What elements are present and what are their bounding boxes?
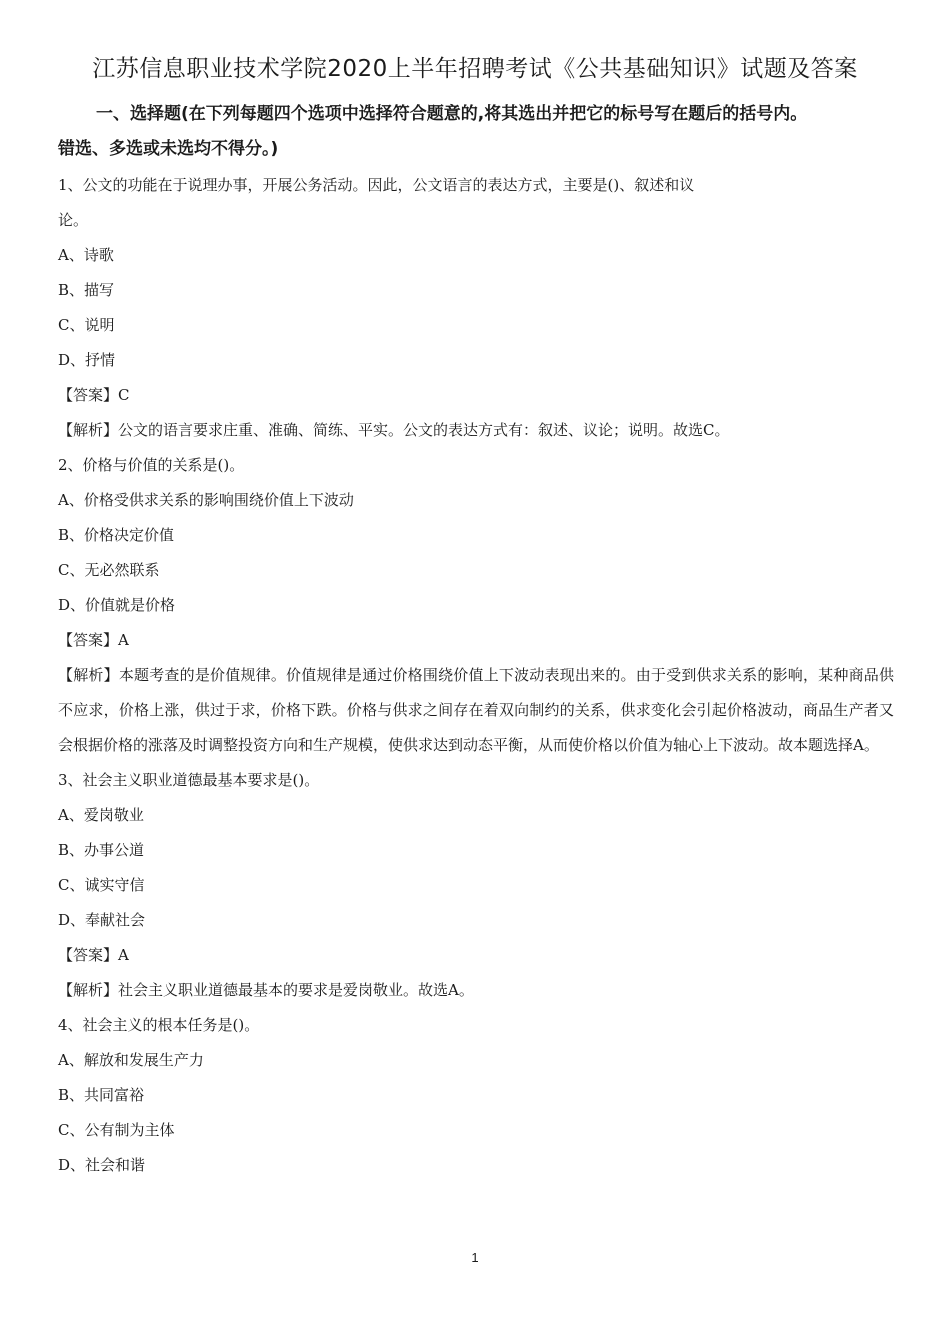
analysis: 【解析】本题考查的是价值规律。价值规律是通过价格围绕价值上下波动表现出来的。由于受到供求关系的影响，某种商品供不应求，价格上涨，供过于求，价格下跌。价格与供求之间存在着双向制约的关系，供求变化会引起价格波动，商品生产者又会根据价格的涨落及时调整投资方向和生产规模，使供求达到动态平衡，从而使价格以价值为轴心上下波动。故本题选择A。 <box>58 666 894 754</box>
question-stem: 4、社会主义的根本任务是()。 <box>58 1016 260 1034</box>
page-number: 1 <box>471 1250 479 1265</box>
section-heading-line-2: 错选、多选或未选均不得分。) <box>58 139 279 159</box>
answer: 【答案】A <box>58 631 129 649</box>
question-stem: 2、价格与价值的关系是()。 <box>58 456 245 474</box>
question-4 <box>58 1008 894 1183</box>
option-a: A、解放和发展生产力 <box>58 1051 204 1069</box>
analysis: 【解析】社会主义职业道德最基本的要求是爱岗敬业。故选A。 <box>58 981 474 999</box>
option-d: D、社会和谐 <box>58 1156 146 1174</box>
option-a: A、价格受供求关系的影响围绕价值上下波动 <box>58 491 354 509</box>
section-heading <box>58 97 898 167</box>
question-stem: 3、社会主义职业道德最基本要求是()。 <box>58 771 320 789</box>
option-b: B、价格决定价值 <box>58 526 175 544</box>
option-d: D、价值就是价格 <box>58 596 176 614</box>
option-d: D、奉献社会 <box>58 911 146 929</box>
document-body <box>58 168 894 1183</box>
option-c: C、诚实守信 <box>58 876 145 894</box>
option-c: C、公有制为主体 <box>58 1121 175 1139</box>
question-stem-continued: 论。 <box>58 211 89 229</box>
option-b: B、描写 <box>58 281 115 299</box>
option-b: B、办事公道 <box>58 841 145 859</box>
question-2 <box>58 448 894 763</box>
question-3 <box>58 763 894 1008</box>
option-a: A、爱岗敬业 <box>58 806 144 824</box>
question-stem: 1、公文的功能在于说理办事，开展公务活动。因此，公文语言的表达方式，主要是()、叙述和议 <box>58 176 695 194</box>
option-c: C、无必然联系 <box>58 561 160 579</box>
document-title: 江苏信息职业技术学院2020上半年招聘考试《公共基础知识》试题及答案 <box>92 56 858 82</box>
option-a: A、诗歌 <box>58 246 114 264</box>
option-c: C、说明 <box>58 316 115 334</box>
option-b: B、共同富裕 <box>58 1086 145 1104</box>
answer: 【答案】C <box>58 386 130 404</box>
question-1 <box>58 168 894 448</box>
section-heading-line-1: 一、选择题(在下列每题四个选项中选择符合题意的,将其选出并把它的标号写在题后的括号内。 <box>96 104 808 124</box>
option-d: D、抒情 <box>58 351 116 369</box>
answer: 【答案】A <box>58 946 129 964</box>
analysis: 【解析】公文的语言要求庄重、准确、简练、平实。公文的表达方式有：叙述、议论；说明。故选C。 <box>58 421 730 439</box>
